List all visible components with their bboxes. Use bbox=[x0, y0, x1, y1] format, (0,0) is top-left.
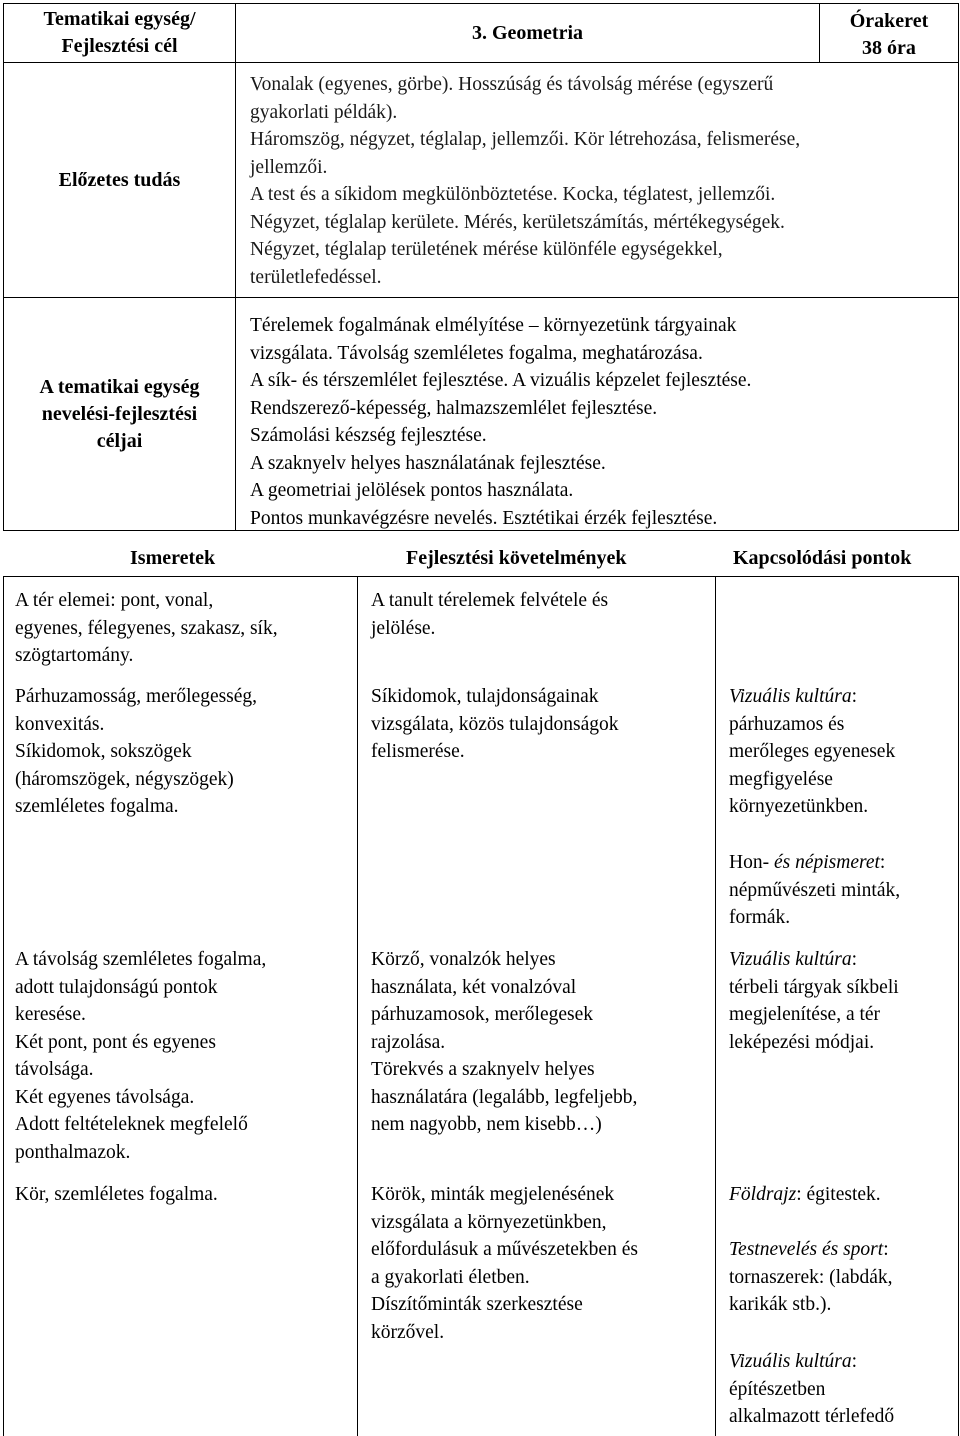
connection-colon: : bbox=[851, 949, 858, 970]
connection-colon: : bbox=[851, 686, 858, 707]
table-border-top bbox=[3, 576, 959, 577]
requirements-line: Díszítőminták szerkesztése bbox=[371, 1294, 583, 1315]
connection-line: párhuzamos és bbox=[729, 713, 845, 735]
connection-subject: Testnevelés és sport bbox=[729, 1239, 884, 1260]
connections-cell bbox=[729, 1348, 957, 1431]
requirements-line: nem nagyobb, nem kisebb…) bbox=[371, 1114, 602, 1135]
table-row bbox=[15, 1181, 355, 1209]
prior-line: Négyzet, téglalap területének mérése különféle egységekkel, bbox=[250, 239, 723, 260]
connection-line: megjelenítése, a tér bbox=[729, 1004, 881, 1025]
goals-line: Rendszerező-képesség, halmazszemlélet fejlesztése. bbox=[250, 397, 658, 419]
goals-line: Pontos munkavégzésre nevelés. Esztétikai érzék fejlesztése. bbox=[250, 507, 718, 529]
requirements-line: vizsgálata, közös tulajdonságok bbox=[371, 713, 619, 735]
connection-prefix: Hon- bbox=[729, 852, 774, 873]
knowledge-line: konvexitás. bbox=[15, 713, 105, 735]
knowledge-line: Kör, szemléletes fogalma. bbox=[15, 1184, 218, 1205]
requirements-line: jelölése. bbox=[371, 617, 436, 639]
table-border-left bbox=[3, 576, 4, 1436]
connections-cell bbox=[729, 1181, 957, 1209]
prior-line: A test és a síkidom megkülönböztetése. Kocka, téglatest, jellemzői. bbox=[250, 184, 776, 205]
connection-line: népművészeti minták, bbox=[729, 879, 901, 901]
requirements-cell bbox=[371, 1181, 713, 1346]
prior-line: jellemzői. bbox=[250, 156, 328, 178]
goals-label-line: céljai bbox=[96, 429, 143, 452]
goals-line: A szaknyelv helyes használatának fejlesztése. bbox=[250, 452, 606, 474]
connection-line: karikák stb.). bbox=[729, 1294, 832, 1315]
header-hours-cell bbox=[819, 3, 959, 63]
prior-knowledge-label-cell bbox=[3, 62, 236, 298]
connection-subject: Vizuális kultúra bbox=[729, 1351, 852, 1372]
connections-cell bbox=[729, 849, 957, 932]
hours-label: Órakeret bbox=[849, 10, 929, 32]
requirements-line: párhuzamosok, merőlegesek bbox=[371, 1004, 594, 1025]
column-header-connections-text: Kapcsolódási pontok bbox=[733, 547, 912, 569]
knowledge-line: Párhuzamosság, merőlegesség, bbox=[15, 686, 258, 707]
connection-line: megfigyelése bbox=[729, 768, 833, 790]
goals-label-line: nevelési-fejlesztési bbox=[41, 402, 198, 425]
connection-subject-line bbox=[729, 1348, 957, 1376]
prior-line: Vonalak (egyenes, görbe). Hosszúság és távolság mérése (egyszerű bbox=[250, 74, 774, 95]
connection-subject-line bbox=[729, 849, 957, 877]
prior-knowledge-label: Előzetes tudás bbox=[58, 168, 181, 191]
goals-label-line: A tematikai egység bbox=[39, 375, 200, 398]
hours-value: 38 óra bbox=[862, 37, 916, 59]
knowledge-line: keresése. bbox=[15, 1004, 86, 1025]
table-divider-col1 bbox=[357, 576, 358, 1436]
column-header-requirements bbox=[406, 545, 626, 572]
knowledge-line: A távolság szemléletes fogalma, bbox=[15, 949, 267, 970]
connection-subject-line bbox=[729, 946, 957, 974]
knowledge-line: ponthalmazok. bbox=[15, 1141, 131, 1163]
goals-line: Térelemek fogalmának elmélyítése – környezetünk tárgyainak bbox=[250, 315, 737, 336]
unit-label: Tematikai egység/ Fejlesztési cél bbox=[43, 8, 196, 57]
connection-line: környezetünkben. bbox=[729, 796, 869, 817]
requirements-line: A tanult térelemek felvétele és bbox=[371, 590, 609, 611]
connection-colon: : bbox=[883, 1239, 889, 1260]
column-header-knowledge-text: Ismeretek bbox=[130, 547, 216, 569]
column-header-connections bbox=[733, 545, 911, 572]
table-row bbox=[15, 683, 355, 821]
connection-subject: Vizuális kultúra bbox=[729, 686, 852, 707]
connection-line: térbeli tárgyak síkbeli bbox=[729, 976, 899, 998]
connection-line: merőleges egyenesek bbox=[729, 741, 896, 762]
connection-subject-line bbox=[729, 683, 957, 711]
header-unit-label-cell bbox=[3, 3, 236, 63]
requirements-line: a gyakorlati életben. bbox=[371, 1266, 530, 1288]
goals-line: A sík- és térszemlélet fejlesztése. A vizuális képzelet fejlesztése. bbox=[250, 370, 752, 391]
requirements-line: felismerése. bbox=[371, 741, 465, 762]
connection-line: formák. bbox=[729, 907, 791, 928]
connections-cell bbox=[729, 683, 957, 821]
prior-line: területlefedéssel. bbox=[250, 266, 382, 288]
connection-colon: : bbox=[851, 1351, 858, 1372]
topic-title: 3. Geometria bbox=[471, 21, 584, 44]
prior-line: gyakorlati példák). bbox=[250, 101, 398, 123]
connection-subject: és népismeret bbox=[773, 852, 880, 873]
requirements-line: Körök, minták megjelenésének bbox=[371, 1184, 615, 1205]
requirements-cell bbox=[371, 683, 711, 766]
requirements-line: rajzolása. bbox=[371, 1031, 446, 1053]
connection-rest: : égitestek. bbox=[796, 1184, 881, 1205]
connection-line: építészetben bbox=[729, 1378, 826, 1400]
knowledge-line: szögtartomány. bbox=[15, 645, 134, 666]
requirements-line: előfordulásuk a művészetekben és bbox=[371, 1239, 638, 1260]
connection-subject: Vizuális kultúra bbox=[729, 949, 852, 970]
requirements-line: Törekvés a szaknyelv helyes bbox=[371, 1059, 595, 1080]
knowledge-line: Két egyenes távolsága. bbox=[15, 1086, 195, 1108]
prior-line: Négyzet, téglalap kerülete. Mérés, kerületszámítás, mértékegységek. bbox=[250, 211, 785, 233]
prior-line: Háromszög, négyzet, téglalap, jellemzői. Kör létrehozása, felismerése, bbox=[250, 129, 801, 150]
table-row bbox=[15, 587, 355, 670]
prior-knowledge-content bbox=[235, 62, 959, 298]
table-divider-col2 bbox=[715, 576, 716, 1436]
knowledge-line: távolsága. bbox=[15, 1059, 94, 1080]
connections-cell bbox=[729, 1236, 957, 1319]
goals-label-cell bbox=[3, 297, 236, 531]
connection-subject-line bbox=[729, 1181, 957, 1209]
requirements-line: Síkidomok, tulajdonságainak bbox=[371, 686, 599, 707]
requirements-line: vizsgálata a környezetünkben, bbox=[371, 1211, 607, 1233]
connection-subject-line bbox=[729, 1236, 957, 1264]
knowledge-line: A tér elemei: pont, vonal, bbox=[15, 590, 214, 611]
goals-content bbox=[235, 297, 959, 531]
table-row bbox=[15, 946, 355, 1166]
column-header-requirements-text: Fejlesztési követelmények bbox=[406, 547, 627, 569]
connection-colon: : bbox=[879, 852, 886, 873]
connections-cell bbox=[729, 946, 957, 1056]
knowledge-line: adott tulajdonságú pontok bbox=[15, 976, 218, 998]
column-header-knowledge bbox=[130, 545, 215, 572]
knowledge-line: (háromszögek, négyszögek) bbox=[15, 768, 234, 790]
goals-line: vizsgálata. Távolság szemléletes fogalma, meghatározása. bbox=[250, 342, 703, 364]
requirements-line: Körző, vonalzók helyes bbox=[371, 949, 556, 970]
knowledge-line: Adott feltételeknek megfelelő bbox=[15, 1114, 248, 1135]
goals-line: A geometriai jelölések pontos használata. bbox=[250, 480, 574, 501]
requirements-line: körzővel. bbox=[371, 1321, 445, 1343]
connection-line: alkalmazott térlefedő bbox=[729, 1406, 895, 1427]
goals-line: Számolási készség fejlesztése. bbox=[250, 425, 487, 446]
connection-line: tornaszerek: (labdák, bbox=[729, 1266, 893, 1288]
knowledge-line: szemléletes fogalma. bbox=[15, 796, 179, 817]
connection-subject: Földrajz bbox=[729, 1184, 797, 1205]
header-topic-cell bbox=[235, 3, 820, 63]
requirements-line: használata, két vonalzóval bbox=[371, 976, 577, 998]
knowledge-line: Síkidomok, sokszögek bbox=[15, 741, 192, 762]
requirements-cell bbox=[371, 946, 713, 1139]
requirements-line: használatára (legalább, legfeljebb, bbox=[371, 1086, 638, 1108]
table-border-right bbox=[958, 576, 959, 1436]
knowledge-line: egyenes, félegyenes, szakasz, sík, bbox=[15, 617, 278, 639]
knowledge-line: Két pont, pont és egyenes bbox=[15, 1031, 216, 1053]
connection-line: leképezési módjai. bbox=[729, 1031, 875, 1053]
requirements-cell bbox=[371, 587, 711, 642]
